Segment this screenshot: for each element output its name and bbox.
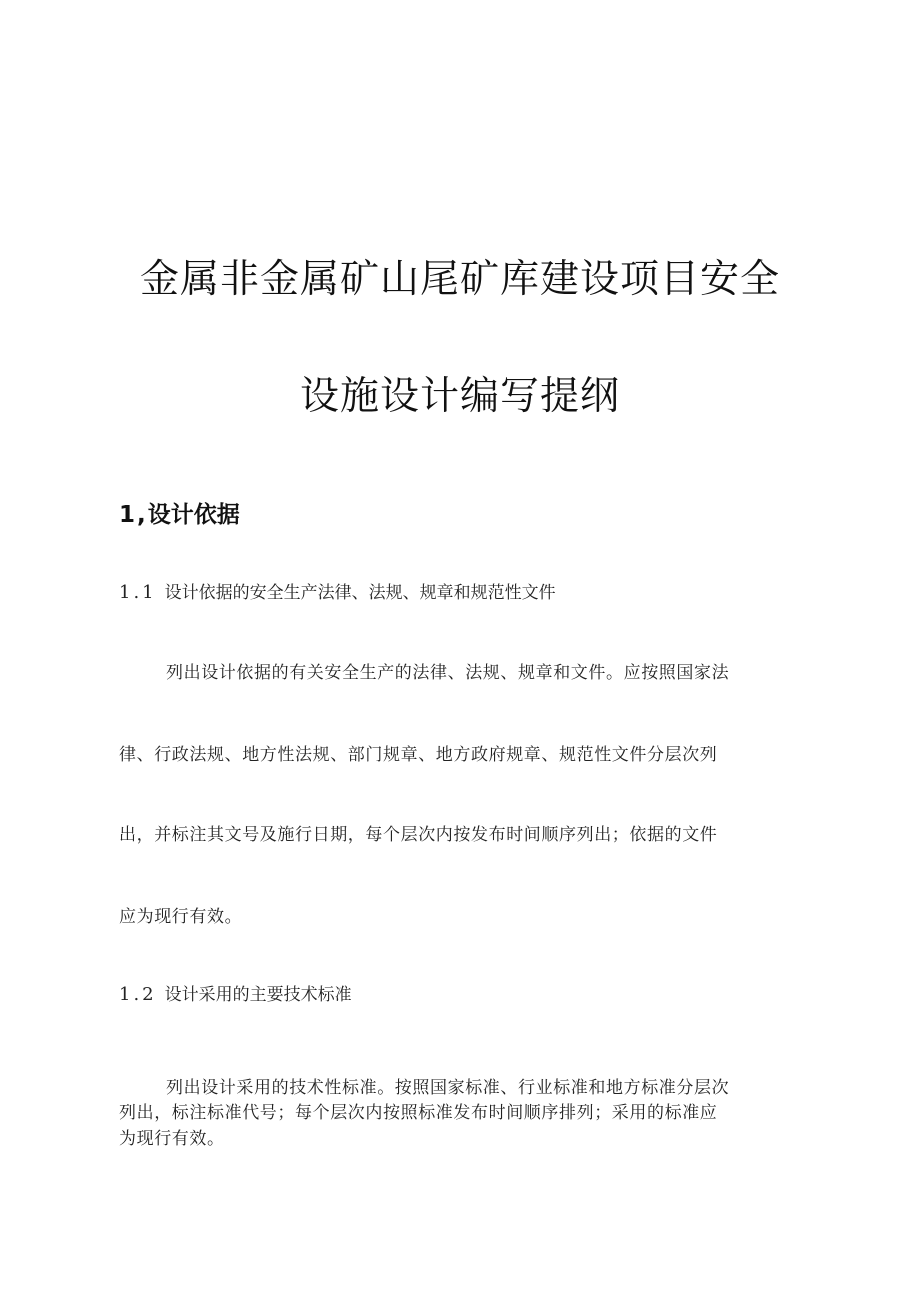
subsection-heading-1-1 <box>119 578 556 603</box>
subsection-title: 设计采用的主要技术标准 <box>164 985 352 1005</box>
paragraph-line: 列出，标注标准代号；每个层次内按照标准发布时间顺序排列；采用的标准应 <box>119 1103 718 1123</box>
subsection-number: 1.2 <box>119 984 157 1005</box>
section-title: 设计依据 <box>147 502 240 528</box>
document-title-line-1: 金属非金属矿山尾矿库建设项目安全 <box>139 257 780 302</box>
paragraph-line: 律、行政法规、地方性法规、部门规章、地方政府规章、规范性文件分层次列 <box>119 745 718 765</box>
paragraph-line: 列出设计采用的技术性标准。按照国家标准、行业标准和地方标准分层次 <box>166 1078 730 1098</box>
subsection-title: 设计依据的安全生产法律、法规、规章和规范性文件 <box>164 583 556 603</box>
paragraph-line: 应为现行有效。 <box>119 907 243 927</box>
paragraph-line: 为现行有效。 <box>119 1129 225 1149</box>
paragraph-line: 出，并标注其文号及施行日期，每个层次内按发布时间顺序列出；依据的文件 <box>119 825 718 845</box>
subsection-heading-1-2 <box>119 980 352 1005</box>
subsection-number: 1.1 <box>119 582 157 603</box>
paragraph-line: 列出设计依据的有关安全生产的法律、法规、规章和文件。应按照国家法 <box>166 663 730 683</box>
section-number: 1, <box>119 502 148 528</box>
document-title-line-2: 设施设计编写提纲 <box>299 374 620 419</box>
section-heading-1 <box>119 496 240 529</box>
